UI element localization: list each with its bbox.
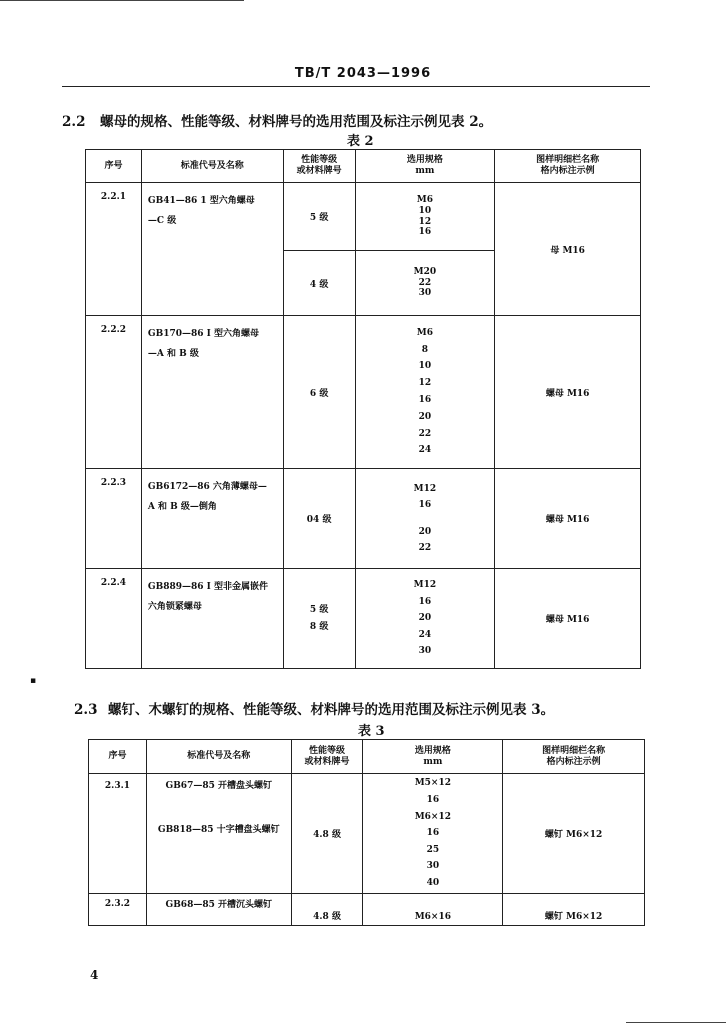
margin-mark: ▪	[30, 676, 37, 686]
size-value: 16	[418, 596, 432, 607]
header-grade-text: 性能等级 或材料牌号	[304, 745, 350, 767]
row-mark: 母 M16	[495, 183, 641, 316]
size-value: 25	[426, 844, 440, 855]
header-grade	[291, 740, 363, 774]
size-value: M6×12	[414, 811, 451, 822]
std-name: GB818—85 十字槽盘头螺钉	[157, 825, 280, 835]
std-name: GB67—85 开槽盘头螺钉	[165, 781, 272, 791]
row-seq: 2.3.1	[89, 774, 147, 894]
row-sizes	[355, 316, 495, 469]
row-mark: 螺母 M16	[495, 569, 641, 669]
section-number: 2.2	[62, 114, 86, 130]
row-sizes	[355, 469, 495, 569]
row-mark: 螺钉 M6×12	[503, 774, 645, 894]
size-value: 30	[426, 861, 440, 872]
size-value: 24	[418, 629, 432, 640]
row-grade: 6 级	[283, 316, 355, 469]
table-row	[89, 774, 645, 894]
row-std: GB68—85 开槽沉头螺钉	[146, 894, 291, 926]
table-row	[89, 894, 645, 926]
row-std	[146, 774, 291, 894]
size-value: M5×12	[414, 778, 451, 789]
size-value: 22	[418, 277, 432, 288]
size-value: M6	[416, 327, 434, 338]
size-value: 30	[418, 646, 432, 657]
size-value: 10	[418, 205, 432, 216]
size-value: 16	[426, 828, 440, 839]
table-row	[86, 183, 641, 251]
header-grade	[283, 150, 355, 183]
table-3	[88, 739, 645, 926]
size-value: 22	[418, 428, 432, 439]
size-value: 16	[418, 227, 432, 238]
row-mark: 螺钉 M6×12	[503, 894, 645, 926]
row-sizes	[355, 569, 495, 669]
size-value: 24	[418, 445, 432, 456]
header-grade-text: 性能等级 或材料牌号	[296, 155, 342, 176]
size-value: 20	[418, 613, 432, 624]
row-sizes	[355, 183, 495, 251]
header-size	[355, 150, 495, 183]
size-value: 12	[418, 216, 432, 227]
size-value: 8	[421, 344, 429, 355]
table-row	[86, 316, 641, 469]
table-row	[86, 469, 641, 569]
row-std-text: GB170—86 I 型六角螺母 —A 和 B 级	[147, 329, 260, 359]
size-value: 10	[418, 361, 432, 372]
table-header-row	[89, 740, 645, 774]
header-std: 标准代号及名称	[141, 150, 283, 183]
header-mark	[503, 740, 645, 774]
table-header-row	[86, 150, 641, 183]
size-value: 40	[426, 877, 440, 888]
page-number: 4	[90, 968, 99, 982]
row-std-text: GB41—86 1 型六角螺母 —C 级	[147, 196, 255, 226]
row-std	[141, 183, 283, 316]
row-grade: 5 级	[283, 183, 355, 251]
section-text: 螺钉、木螺钉的规格、性能等级、材料牌号的选用范围及标注示例见表 3。	[108, 702, 555, 718]
row-seq: 2.2.3	[86, 469, 142, 569]
size-value: 16	[418, 395, 432, 405]
row-seq: 2.3.2	[89, 894, 147, 926]
row-seq: 2.2.4	[86, 569, 142, 669]
header-size-text: 选用规格 mm	[414, 745, 451, 767]
grade-value: 5 级	[309, 604, 329, 615]
row-seq: 2.2.1	[86, 183, 142, 316]
size-value: 22	[418, 543, 432, 553]
section-number: 2.3	[74, 702, 98, 718]
size-value: M20	[413, 266, 437, 277]
header-seq: 序号	[86, 150, 142, 183]
size-gap	[356, 514, 495, 524]
size-value: M12	[413, 483, 437, 494]
row-grade: 4 级	[283, 251, 355, 316]
section-2-2-heading	[62, 110, 492, 130]
section-2-3-heading	[74, 698, 554, 718]
row-std	[141, 569, 283, 669]
row-sizes: M6×16	[363, 894, 503, 926]
row-seq: 2.2.2	[86, 316, 142, 469]
size-value: 12	[418, 378, 432, 389]
header-mark-text: 图样明细栏名称 格内标注示例	[542, 745, 606, 767]
page-header-standard-number: TB/T 2043—1996	[294, 66, 432, 81]
header-seq: 序号	[89, 740, 147, 774]
size-value: 30	[418, 288, 432, 299]
row-std-text: GB6172—86 六角薄螺母— A 和 B 级—倒角	[147, 482, 267, 512]
row-std	[141, 469, 283, 569]
grade-value: 8 级	[309, 621, 329, 632]
row-mark: 螺母 M16	[495, 316, 641, 469]
size-value: M6	[416, 195, 434, 206]
table-row	[86, 569, 641, 669]
size-value: 20	[418, 526, 432, 537]
table-3-caption: 表 3	[358, 724, 385, 739]
size-value: M12	[413, 580, 437, 591]
row-grade: 04 级	[283, 469, 355, 569]
row-sizes	[363, 774, 503, 894]
header-size-text: 选用规格 mm	[406, 155, 443, 176]
header-rule	[62, 86, 650, 87]
section-text: 螺母的规格、性能等级、材料牌号的选用范围及标注示例见表 2。	[100, 114, 493, 130]
header-std: 标准代号及名称	[146, 740, 291, 774]
size-value: 20	[418, 411, 432, 422]
row-grade: 4.8 级	[291, 894, 363, 926]
size-value: 16	[426, 795, 440, 806]
header-size	[363, 740, 503, 774]
table-2	[85, 149, 641, 669]
row-grade	[283, 569, 355, 669]
top-scan-rule	[0, 0, 244, 1]
size-value: 16	[418, 500, 432, 510]
std-gap	[147, 793, 291, 823]
row-std	[141, 316, 283, 469]
header-mark-text: 图样明细栏名称 格内标注示例	[536, 155, 600, 176]
row-std-text: GB889—86 I 型非金属嵌件 六角锁紧螺母	[147, 582, 269, 612]
row-grade: 4.8 级	[291, 774, 363, 894]
bottom-scan-rule	[626, 1022, 726, 1023]
header-mark	[495, 150, 641, 183]
row-sizes	[355, 251, 495, 316]
table-2-caption: 表 2	[347, 134, 374, 149]
row-mark: 螺母 M16	[495, 469, 641, 569]
